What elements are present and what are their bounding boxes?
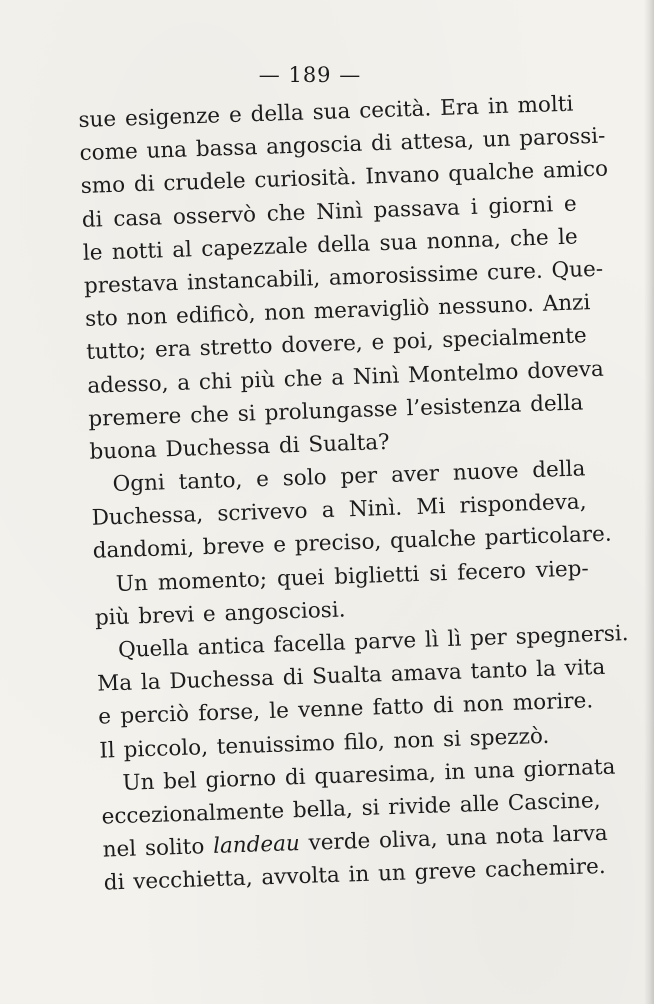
text-line: buona Duchessa di Sualta?: [89, 429, 391, 465]
text-line: Un momento; quei biglietti si fecero viep-: [115, 555, 590, 597]
text-line: prestava instancabili, amorosissime cure. Que-: [83, 256, 604, 299]
text-fragment: nel solito: [102, 834, 214, 863]
text-line: smo di crudele curiosità. Invano qualche amico: [80, 156, 609, 200]
body-text: [78, 88, 629, 900]
page-edge-shadow: [644, 0, 654, 1004]
text-fragment: verde oliva, una nota larva: [299, 820, 609, 857]
text-line: Ma la Duchessa di Sualta amava tanto la vita: [96, 655, 606, 697]
text-line: le notti al capezzale della sua nonna, che le: [82, 224, 579, 266]
text-line: e perciò forse, le venne fatto di non morire.: [97, 688, 594, 731]
text-line: Ogni tanto, e solo per aver nuove della: [112, 456, 586, 498]
text-line: Un bel giorno di quaresima, in una giornata: [122, 754, 616, 796]
text-line: premere che si prolungasse l’esistenza della: [88, 390, 584, 432]
text-line: dandomi, breve e preciso, qualche particolare.: [92, 521, 613, 565]
text-line: eccezionalmente bella, si rivide alle Cascine,: [101, 788, 601, 830]
text-line: come una bassa angoscia di attesa, un parossi-: [79, 123, 606, 167]
text-line: Il piccolo, tenuissimo filo, non si spezzò.: [99, 723, 550, 764]
text-line: Quella antica facella parve lì lì per spegnersi.: [117, 621, 629, 663]
text-line: sue esigenze e della sua cecità. Era in molti: [78, 91, 574, 133]
italic-word: landeau: [212, 831, 301, 860]
text-line: di vecchietta, avvolta in un greve cachemire.: [103, 854, 606, 896]
text-line: Duchessa, scrivevo a Ninì. Mi rispondeva,: [91, 489, 587, 532]
text-line: tutto; era stretto dovere, e poi, specialmente: [85, 323, 588, 366]
text-line: più brevi e angosciosi.: [94, 597, 346, 631]
text-line: adesso, a chi più che a Ninì Montelmo doveva: [86, 356, 605, 399]
text-line: di casa osservò che Ninì passava i giorni e: [81, 191, 577, 233]
text-line: sto non edificò, non meravigliò nessuno. Anzi: [84, 290, 591, 332]
page-number: — 189 —: [258, 63, 362, 87]
